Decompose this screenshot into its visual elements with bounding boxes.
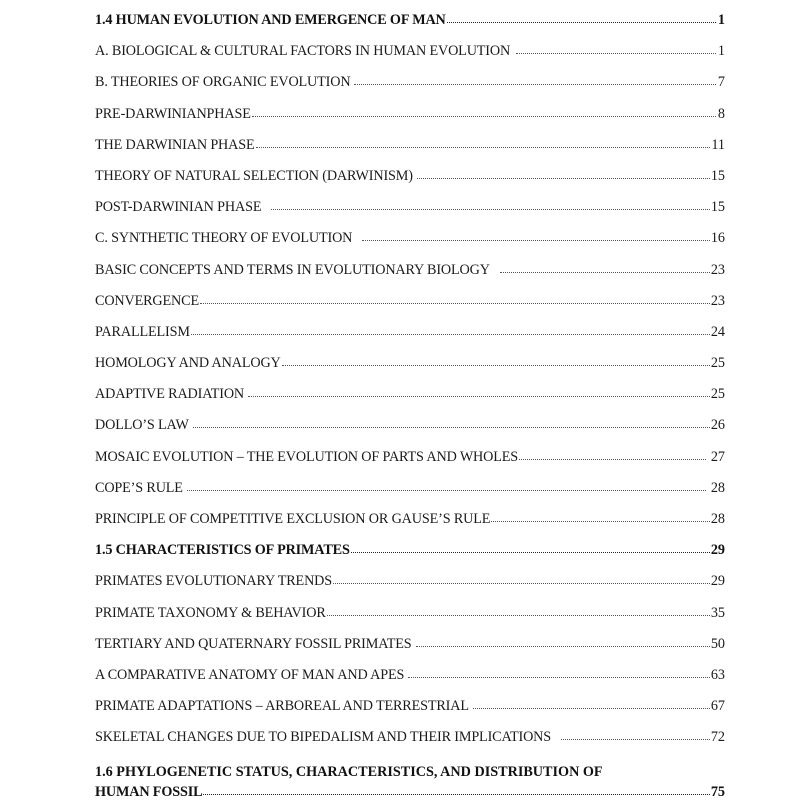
toc-entry-label: 1.5 CHARACTERISTICS OF PRIMATES <box>95 542 350 559</box>
dot-leader <box>187 478 706 492</box>
dot-leader <box>516 41 716 55</box>
toc-entry-label: CONVERGENCE <box>95 292 199 309</box>
dot-leader <box>362 228 710 242</box>
toc-entry-label: PRIMATES EVOLUTIONARY TRENDS <box>95 573 332 590</box>
toc-entry-page: 16 <box>710 230 725 247</box>
toc-entry-line2 <box>95 782 725 802</box>
toc-entry-page: 28 <box>710 479 725 496</box>
dot-leader <box>408 665 710 679</box>
toc-entry[interactable] <box>95 634 725 665</box>
toc-entry-label: PRIMATE ADAPTATIONS – ARBOREAL AND TERRESTRIAL <box>95 698 469 715</box>
toc-entry-label: PARALLELISM <box>95 323 190 340</box>
dot-leader <box>500 260 710 274</box>
toc-entry-page: 26 <box>710 417 725 434</box>
toc-entry-label: BASIC CONCEPTS AND TERMS IN EVOLUTIONARY BIOLOGY <box>95 261 490 278</box>
toc-entry-page: 25 <box>710 386 725 403</box>
toc-entry-label: DOLLO’S LAW <box>95 417 189 434</box>
toc-entry[interactable] <box>95 72 725 103</box>
dot-leader <box>327 603 710 617</box>
toc-entry-page: 1 <box>717 12 725 28</box>
dot-leader <box>417 166 710 180</box>
toc-entry[interactable] <box>95 104 725 135</box>
toc-entry[interactable] <box>95 384 725 415</box>
dot-leader <box>271 197 709 211</box>
toc-entry[interactable] <box>95 260 725 291</box>
dot-leader <box>519 447 706 461</box>
toc-entry-page: 27 <box>710 448 725 465</box>
toc-entry-page: 23 <box>710 261 725 278</box>
toc-entry-label: PRE-DARWINIANPHASE <box>95 105 251 122</box>
toc-entry[interactable] <box>95 447 725 478</box>
dot-leader <box>282 353 710 367</box>
toc-entry[interactable] <box>95 41 725 72</box>
toc-entry[interactable] <box>95 353 725 384</box>
dot-leader <box>491 509 710 523</box>
toc-entry-label: TERTIARY AND QUATERNARY FOSSIL PRIMATES <box>95 635 412 652</box>
toc-entry-section-1-4[interactable] <box>95 10 725 41</box>
toc-entry-page: 24 <box>710 323 725 340</box>
toc-entry[interactable] <box>95 135 725 166</box>
toc-entry-page: 1 <box>717 43 725 60</box>
toc-entry-page: 7 <box>717 74 725 91</box>
toc-entry[interactable] <box>95 322 725 353</box>
toc-entry-label: B. THEORIES OF ORGANIC EVOLUTION <box>95 74 351 91</box>
toc-entry[interactable] <box>95 571 725 602</box>
toc-entry[interactable] <box>95 478 725 509</box>
toc-entry-section-1-6[interactable] <box>95 759 725 802</box>
toc-entry-page: 75 <box>710 783 725 800</box>
dot-leader <box>354 72 716 86</box>
toc-entry[interactable] <box>95 166 725 197</box>
toc-entry-label: COPE’S RULE <box>95 479 183 496</box>
dot-leader <box>248 384 710 398</box>
dot-leader <box>193 415 710 429</box>
toc-entry-label: ADAPTIVE RADIATION <box>95 386 245 403</box>
toc-entry-section-1-5[interactable] <box>95 540 725 571</box>
toc-entry-label: HOMOLOGY AND ANALOGY <box>95 355 281 372</box>
dot-leader <box>473 696 710 710</box>
toc-entry[interactable] <box>95 696 725 727</box>
toc-entry-label: THE DARWINIAN PHASE <box>95 136 255 153</box>
toc-entry[interactable] <box>95 603 725 634</box>
toc-entry[interactable] <box>95 665 725 696</box>
toc-entry-label: PRIMATE TAXONOMY & BEHAVIOR <box>95 604 326 621</box>
dot-leader <box>333 571 710 585</box>
toc-entry-page: 23 <box>710 292 725 309</box>
toc-entry-label: THEORY OF NATURAL SELECTION (DARWINISM) <box>95 167 413 184</box>
toc-entry[interactable] <box>95 197 725 228</box>
dot-leader <box>191 322 710 336</box>
dot-leader <box>447 10 716 24</box>
toc-entry[interactable] <box>95 509 725 540</box>
toc-entry-label: POST-DARWINIAN PHASE <box>95 199 262 216</box>
table-of-contents <box>95 10 725 802</box>
dot-leader <box>416 634 710 648</box>
toc-entry-page: 50 <box>710 635 725 652</box>
toc-entry-label: A. BIOLOGICAL & CULTURAL FACTORS IN HUMAN EVOLUTION <box>95 43 511 60</box>
toc-entry-label-line2: HUMAN FOSSIL <box>95 783 203 800</box>
toc-entry-page: 35 <box>710 604 725 621</box>
dot-leader <box>351 540 710 554</box>
toc-entry-page: 25 <box>710 355 725 372</box>
toc-entry-label: 1.4 HUMAN EVOLUTION AND EMERGENCE OF MAN <box>95 12 446 28</box>
toc-entry-page: 63 <box>710 666 725 683</box>
toc-entry-page: 11 <box>711 136 725 153</box>
toc-entry[interactable] <box>95 291 725 322</box>
toc-entry-page: 72 <box>710 729 725 746</box>
toc-entry[interactable] <box>95 228 725 259</box>
toc-entry-label: A COMPARATIVE ANATOMY OF MAN AND APES <box>95 666 405 683</box>
toc-entry-label: PRINCIPLE OF COMPETITIVE EXCLUSION OR GAUSE’S RULE <box>95 511 491 527</box>
dot-leader <box>256 135 711 149</box>
dot-leader <box>561 727 710 741</box>
toc-entry-page: 29 <box>710 573 725 590</box>
dot-leader <box>203 782 709 796</box>
toc-entry-page: 29 <box>710 542 725 559</box>
dot-leader <box>200 291 710 305</box>
toc-entry-page: 15 <box>710 167 725 184</box>
toc-entry-page: 15 <box>710 199 725 216</box>
toc-entry-label-line1: 1.6 PHYLOGENETIC STATUS, CHARACTERISTICS, AND DISTRIBUTION OF <box>95 763 603 780</box>
toc-entry-label: C. SYNTHETIC THEORY OF EVOLUTION <box>95 230 353 247</box>
toc-entry-page: 28 <box>710 511 725 527</box>
toc-entry[interactable] <box>95 727 725 758</box>
toc-entry-page: 67 <box>710 698 725 715</box>
toc-entry-page: 8 <box>717 105 725 122</box>
toc-entry[interactable] <box>95 415 725 446</box>
toc-entry-label: MOSAIC EVOLUTION – THE EVOLUTION OF PARTS AND WHOLES <box>95 448 519 465</box>
toc-entry-label: SKELETAL CHANGES DUE TO BIPEDALISM AND THEIR IMPLICATIONS <box>95 729 552 746</box>
dot-leader <box>252 104 716 118</box>
